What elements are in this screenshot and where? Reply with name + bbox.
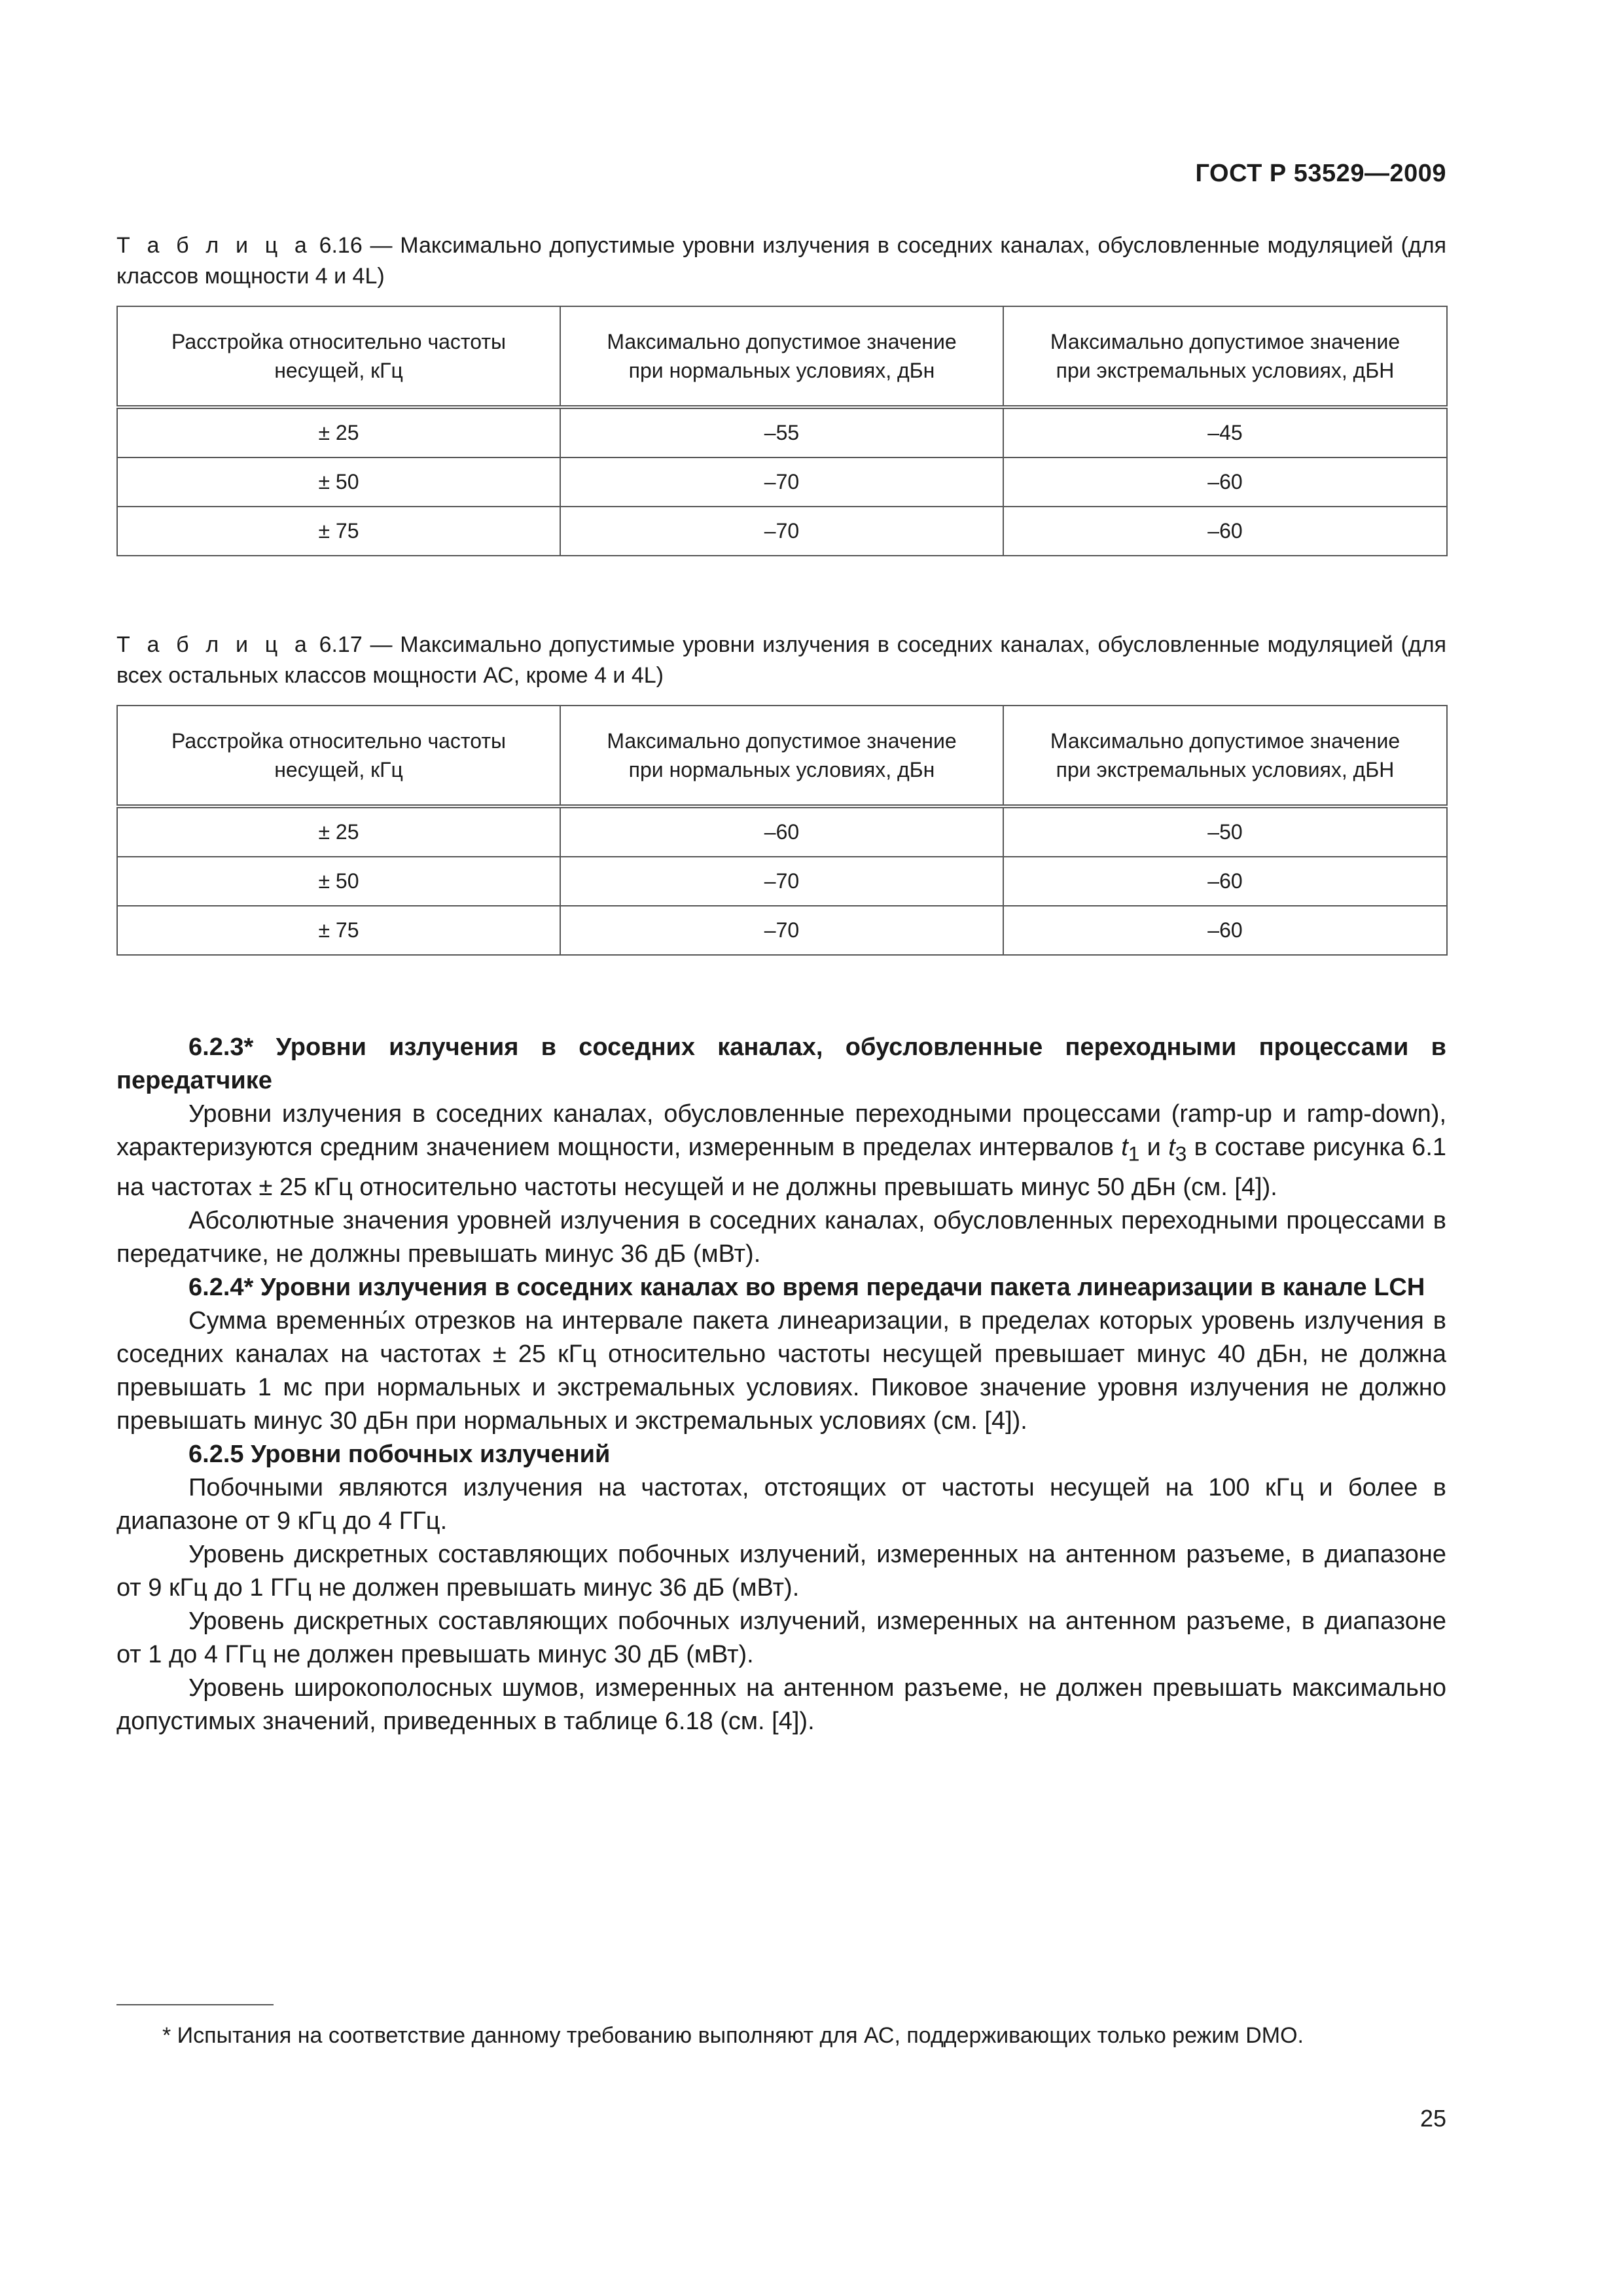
- table-cell: –60: [1003, 457, 1447, 507]
- table-cell: ± 25: [117, 407, 560, 457]
- body-text: [116, 1031, 1446, 1738]
- section-6-2-3-title: 6.2.3* Уровни излучения в соседних каналах, обусловленные переходными процессами в передатчике: [116, 1033, 1446, 1094]
- table-cell: –55: [560, 407, 1003, 457]
- table-cell: –60: [1003, 857, 1447, 906]
- table-cell: –60: [1003, 906, 1447, 955]
- table-cell: –70: [560, 457, 1003, 507]
- column-header: Расстройка относительно частоты несущей, кГц: [117, 706, 560, 806]
- table-cell: –70: [560, 507, 1003, 556]
- table-caption-text: 6.17 — Максимально допустимые уровни излучения в соседних каналах, обусловленные модуляцией (для всех остальных классов мощности АС, кроме 4 и 4L): [116, 632, 1446, 688]
- paragraph: Уровень дискретных составляющих побочных излучений, измеренных на антенном разъеме, в диапазоне от 9 кГц до 1 ГГц не должен превышать минус 36 дБ (мВт).: [116, 1540, 1446, 1602]
- paragraph: Сумма временны́х отрезков на интервале пакета линеаризации, в пределах которых уровень излучения в соседних каналах на частотах ± 25 кГц относительно частоты несущей превышает минус 40 дБн, не должна превышать 1 мс при нормальных и экстремальных условиях. Пиковое значение уровня излучения не должно превышать минус 30 дБн при нормальных и экстремальных условиях (см. [4]).: [116, 1306, 1446, 1435]
- page-number: 25: [1419, 2105, 1446, 2132]
- table-label: Т а б л и ц а: [116, 632, 312, 657]
- table-cell: –60: [560, 806, 1003, 857]
- column-header: Максимально допустимое значение при экстремальных условиях, дБН: [1003, 706, 1447, 806]
- table-row: [117, 857, 1447, 906]
- table-cell: ± 50: [117, 857, 560, 906]
- table-6-17-caption: [116, 630, 1446, 691]
- table-row: [117, 906, 1447, 955]
- table-cell: ± 25: [117, 806, 560, 857]
- paragraph: Уровни излучения в соседних каналах, обусловленные переходными процессами (ramp-up и ramp-down), характеризуются средним значением мощности, измеренным в пределах интервалов $t_1$ и $t_3$ в составе рисунка 6.1 на частотах ± 25 кГц относительно частоты несущей и не должны превышать минус 50 дБн (см. [4]).: [116, 1100, 1447, 1201]
- column-header: Максимально допустимое значение при нормальных условиях, дБн: [560, 306, 1003, 407]
- table-header-row: [117, 706, 1447, 806]
- table-row: [117, 806, 1447, 857]
- paragraph: Побочными являются излучения на частотах, отстоящих от частоты несущей на 100 кГц и более в диапазоне от 9 кГц до 4 ГГц.: [116, 1473, 1446, 1535]
- table-row: [117, 507, 1447, 556]
- section-6-2-5-title: 6.2.5 Уровни побочных излучений: [188, 1440, 611, 1468]
- column-header: Расстройка относительно частоты несущей, кГц: [117, 306, 560, 407]
- paragraph: Уровень широкополосных шумов, измеренных на антенном разъеме, не должен превышать максимально допустимых значений, приведенных в таблице 6.18 (см. [4]).: [116, 1674, 1446, 1735]
- table-row: [117, 457, 1447, 507]
- table-header-row: [117, 306, 1447, 407]
- paragraph: Абсолютные значения уровней излучения в соседних каналах, обусловленных переходными процессами в передатчике, не должны превышать минус 36 дБ (мВт).: [116, 1206, 1446, 1268]
- table-row: [117, 407, 1447, 457]
- paragraph: Уровень дискретных составляющих побочных излучений, измеренных на антенном разъеме, в диапазоне от 1 до 4 ГГц не должен превышать минус 30 дБ (мВт).: [116, 1607, 1446, 1668]
- column-header: Максимально допустимое значение при экстремальных условиях, дБН: [1003, 306, 1447, 407]
- section-6-2-4-title: 6.2.4* Уровни излучения в соседних каналах во время передачи пакета линеаризации в канале LCH: [188, 1273, 1425, 1301]
- document-id: ГОСТ Р 53529—2009: [1195, 160, 1446, 187]
- table-cell: ± 75: [117, 507, 560, 556]
- table-6-17: [116, 705, 1448, 956]
- table-6-16: [116, 306, 1448, 556]
- table-cell: –70: [560, 906, 1003, 955]
- table-cell: –45: [1003, 407, 1447, 457]
- table-cell: –60: [1003, 507, 1447, 556]
- table-6-16-caption: [116, 230, 1446, 292]
- table-caption-text: 6.16 — Максимально допустимые уровни излучения в соседних каналах, обусловленные модуляцией (для классов мощности 4 и 4L): [116, 233, 1446, 289]
- table-cell: –50: [1003, 806, 1447, 857]
- footnote-separator: [116, 2004, 274, 2005]
- table-cell: ± 75: [117, 906, 560, 955]
- table-label: Т а б л и ц а: [116, 233, 312, 258]
- footnote: * Испытания на соответствие данному требованию выполняют для АС, поддерживающих только режим DMO.: [162, 2023, 1304, 2048]
- column-header: Максимально допустимое значение при нормальных условиях, дБн: [560, 706, 1003, 806]
- table-cell: ± 50: [117, 457, 560, 507]
- table-cell: –70: [560, 857, 1003, 906]
